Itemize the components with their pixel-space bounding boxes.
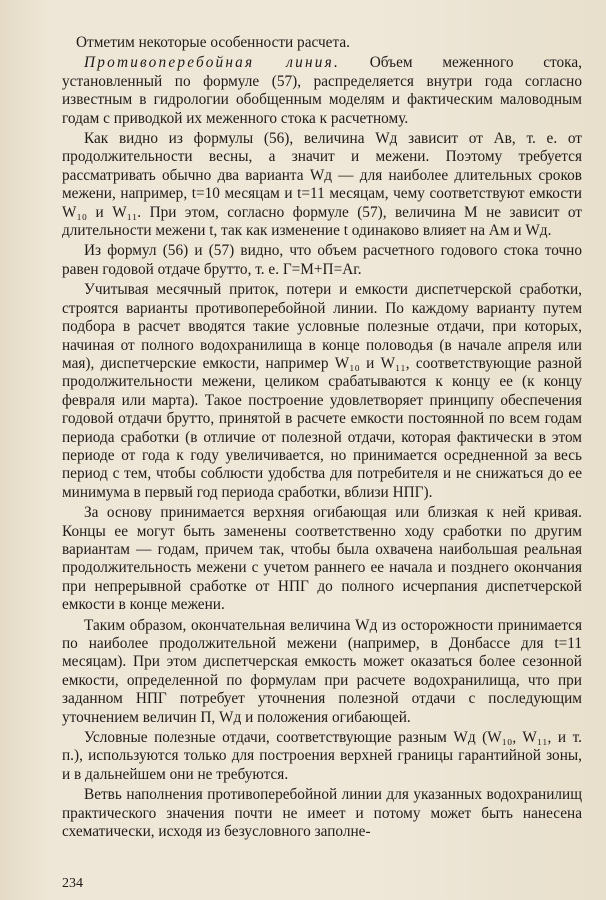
paragraph: Таким образом, окончательная величина Wд из осторожности принимается по наиболее продолжительной межени (например, в Донбассе для t=11 месяцам). При этом диспетчерская емкость может оказаться более сезонной емкости, определенной по формулам при расчете водохранилища, что при заданном НПГ потребует уточнения полезной отдачи с последующим уточнением величин П, Wд и положения огибающей. [62, 616, 582, 726]
paragraph: Отметим некоторые особенности расчета. [76, 34, 350, 51]
paragraph: Ветвь наполнения противоперебойной линии для указанных водохранилищ практического значения почти не имеет и потому может быть нанесена схематически, исходя из безусловного заполне- [62, 786, 582, 841]
paragraph: Учитывая месячный приток, потери и емкости диспетчерской сработки, строятся варианты противоперебойной линии. По каждому варианту путем подбора в расчет вводятся такие условные полезные отдачи, при которых, начиная от полного водохранилища в конце половодья (в начале апреля или мая), диспетчерские емкости, например W₁₀ и W₁₁, соответствующие разной продолжительности межени, целиком срабатываются к концу ее (к концу февраля или марта). Такое построение удовлетворяет принципу обеспечения годовой отдачи брутто, принятой в расчете емкости постоянной по всем годам периода сработки (в отличие от полезной отдачи, которая фактически в этом периоде от года к году увеличивается, но принимается осредненной за весь период с тем, чтобы соблюсти удобства для потребителя и не снижаться до ее минимума в первый год периода сработки, вблизи НПГ). [62, 281, 582, 501]
paragraph: Из формул (56) и (57) видно, что объем расчетного годового стока точно равен годовой отдаче брутто, т. е. Г=М+П=Аг. [62, 242, 582, 278]
paragraph-text: Объем меженного стока, установленный по формуле (57), распределяется внутри года согласно известным в гидрологии обобщенным моделям и фактическим маловодным годам с приводкой их меженного стока к расчетному. [62, 54, 582, 127]
paragraph [62, 54, 582, 128]
body-text [62, 34, 582, 841]
paragraph: Условные полезные отдачи, соответствующие разным Wд (W₁₀, W₁₁, и т. п.), используются только для построения верхней границы гарантийной зоны, и в дальнейшем они не требуются. [62, 729, 582, 783]
page-number: 234 [62, 876, 83, 891]
paragraph: Как видно из формулы (56), величина Wд зависит от Ав, т. е. от продолжительности весны, а значит и межени. Поэтому требуется рассматривать обычно два варианта Wд — для наиболее длительных сроков межени, например, t=10 месяцам и t=11 месяцам, чему соответствуют емкости W₁₀ и W₁₁. При этом, согласно формуле (57), величина М не зависит от длительности межени t, так как изменение t одинаково влияет на Ам и Wд. [62, 130, 582, 240]
run-in-heading: Противоперебойная линия. [84, 54, 340, 72]
paragraph: За основу принимается верхняя огибающая или близкая к ней кривая. Концы ее могут быть заменены соответственно ходу сработки по другим вариантам — годам, причем так, чтобы была охвачена наибольшая реальная продолжительность межени с учетом раннего ее начала и позднего окончания при непрерывной сработке от НПГ до полного исчерпания диспетчерской емкости в конце межени. [62, 504, 582, 614]
